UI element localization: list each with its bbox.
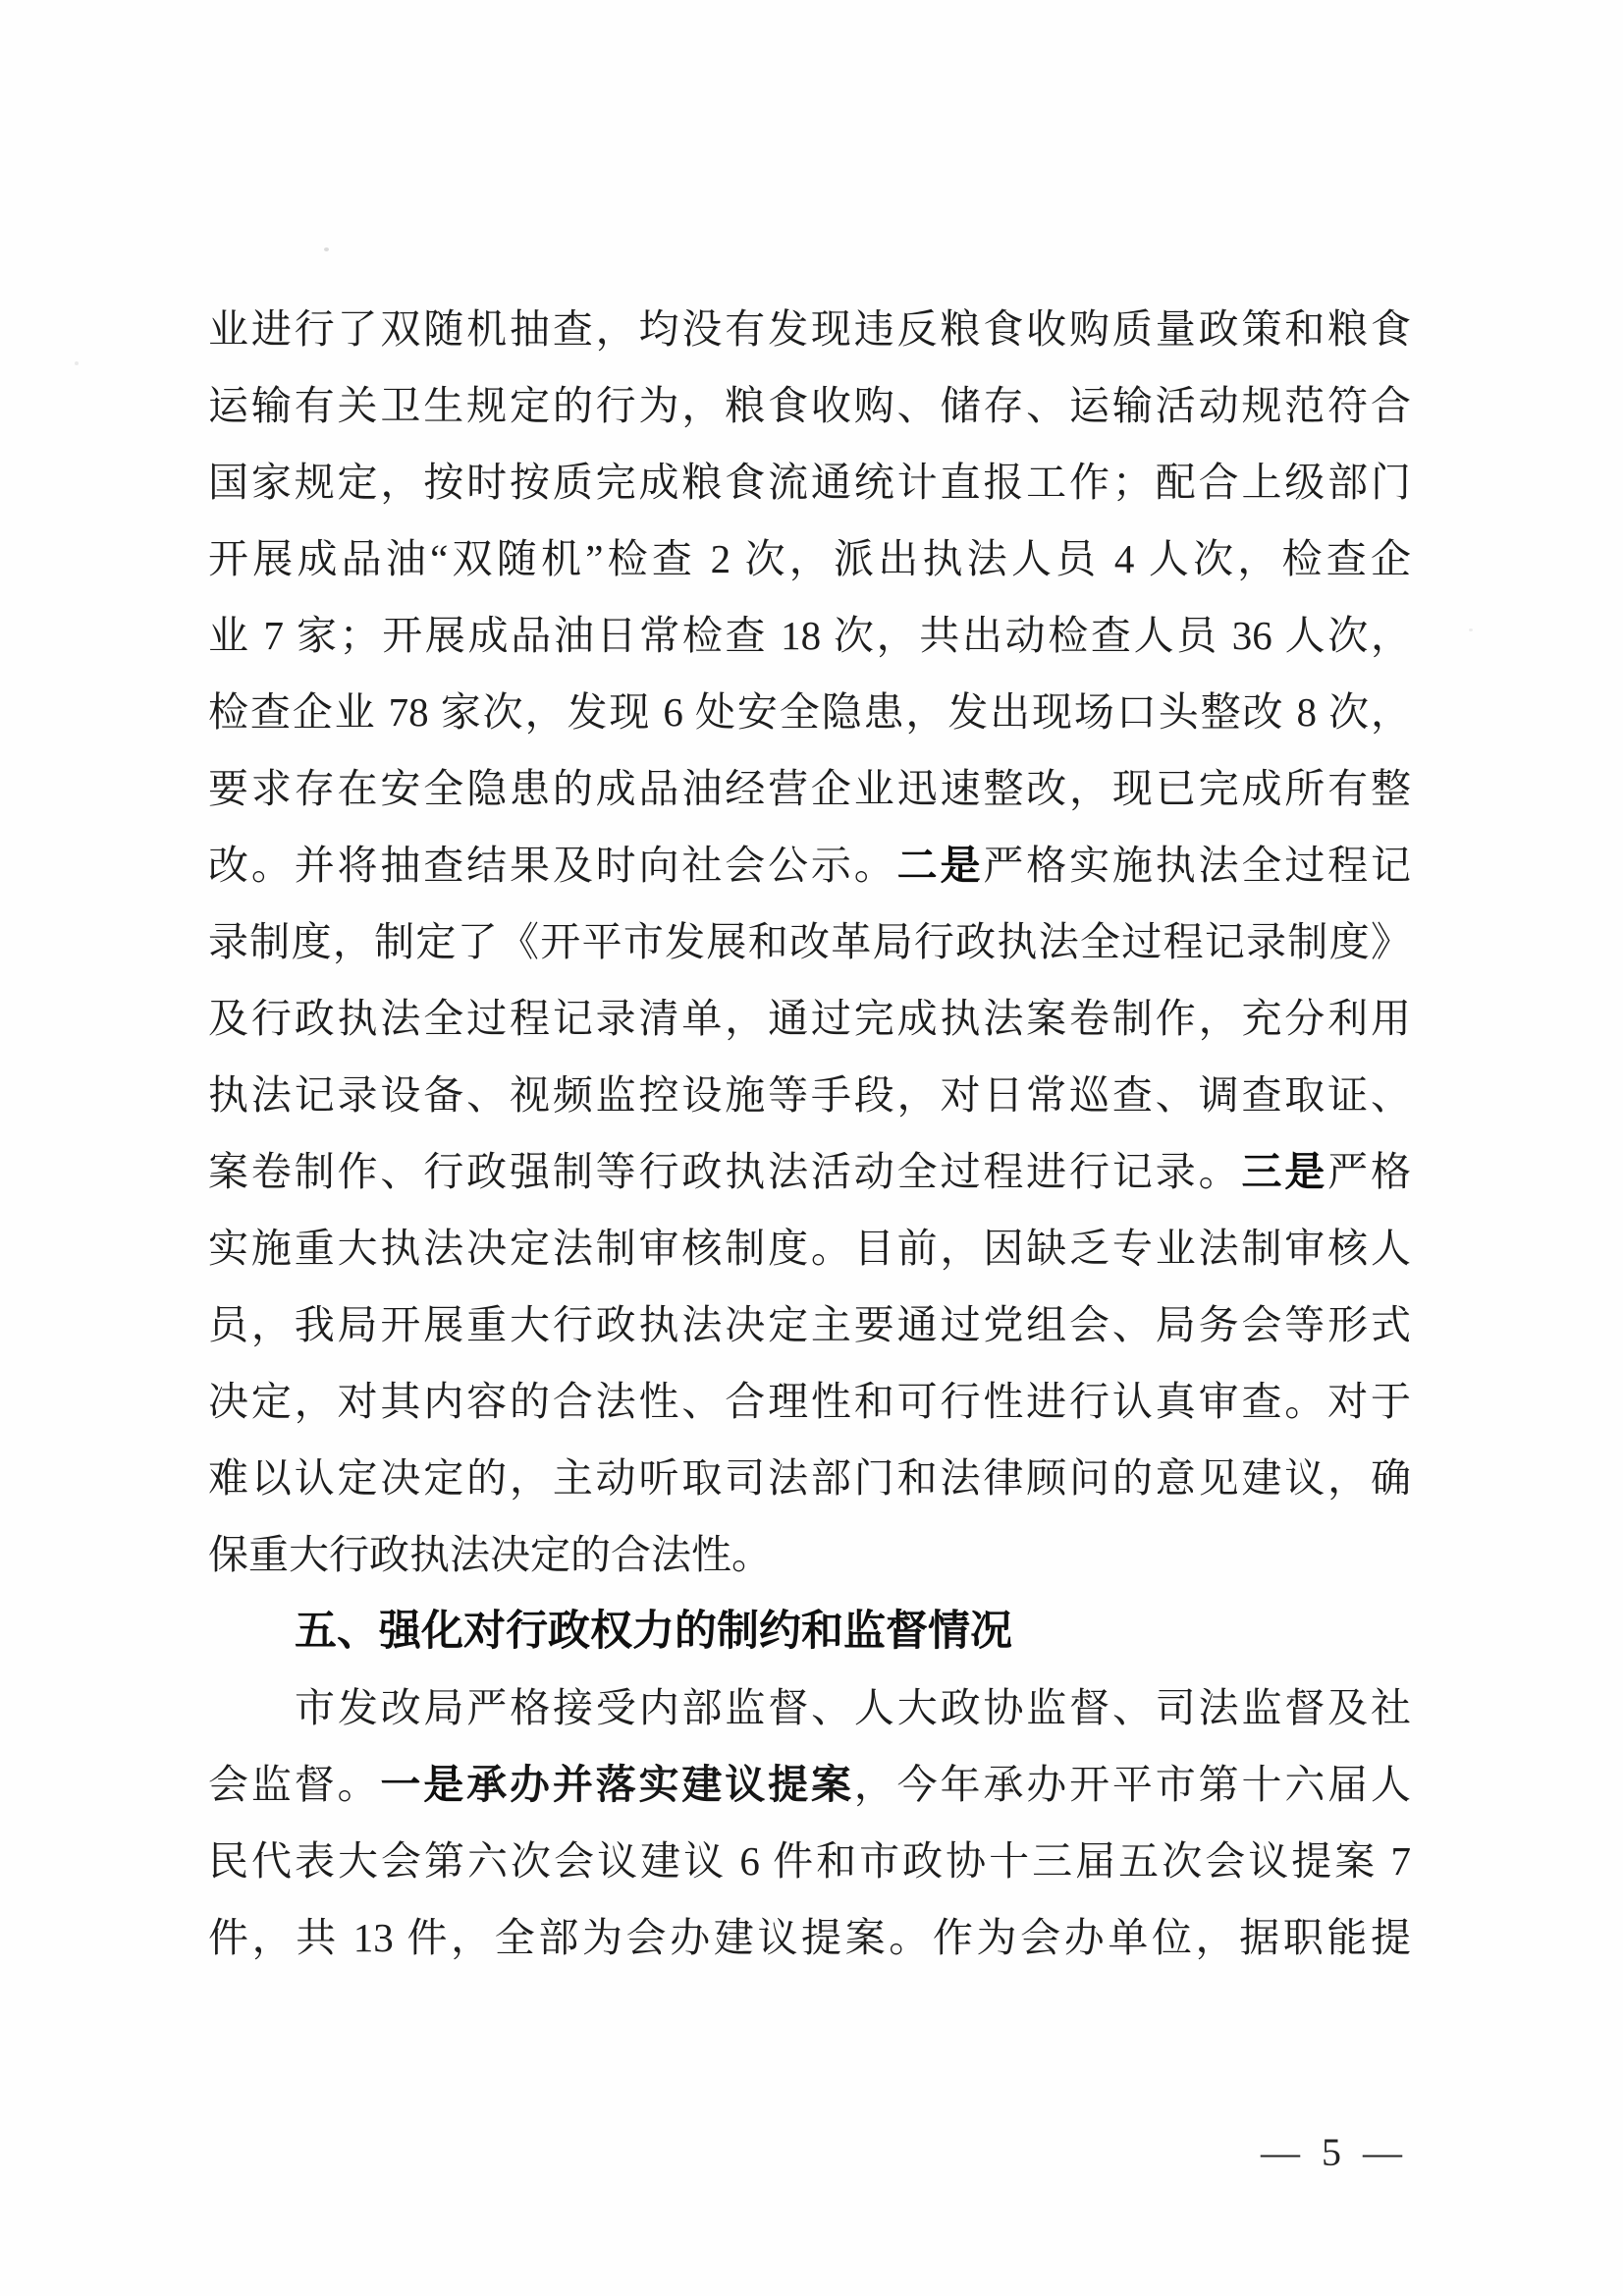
text-run: 及行政执法全过程记录清单，通过完成执法案卷制作，充分利用 <box>208 996 1411 1041</box>
text-line <box>208 750 1411 827</box>
text-line <box>208 1669 1411 1746</box>
text-run: 严格实施执法全过程记 <box>983 843 1412 888</box>
text-run: 开展成品油“双随机”检查 2 次，派出执法人员 4 人次，检查企 <box>208 536 1411 581</box>
text-line <box>208 597 1411 674</box>
text-run: 业进行了双随机抽查，均没有发现违反粮食收购质量政策和粮食 <box>208 306 1411 352</box>
text-line <box>208 1899 1411 1976</box>
text-run: 难以认定决定的，主动听取司法部门和法律顾问的意见建议，确 <box>208 1455 1411 1501</box>
text-line <box>208 1057 1411 1133</box>
text-run: 改。并将抽查结果及时向社会公示。 <box>208 843 897 888</box>
text-run: 检查企业 78 家次，发现 6 处安全隐患，发出现场口头整改 8 次， <box>208 689 1411 735</box>
text-run: 会监督。 <box>208 1762 381 1807</box>
text-run: 业 7 家；开展成品油日常检查 18 次，共出动检查人员 36 人次， <box>208 613 1411 658</box>
text-line <box>208 444 1411 520</box>
text-line <box>208 520 1411 597</box>
text-run: 承办并落实建议提案 <box>466 1762 854 1807</box>
text-run: 民代表大会第六次会议建议 6 件和市政协十三届五次会议提案 7 <box>208 1838 1411 1884</box>
text-line <box>208 827 1411 903</box>
text-run: 要求存在安全隐患的成品油经营企业迅速整改，现已完成所有整 <box>208 766 1411 811</box>
text-line <box>208 1210 1411 1286</box>
section-heading <box>208 1593 1411 1669</box>
scan-artifact <box>324 247 329 251</box>
text-run: 员，我局开展重大行政执法决定主要通过党组会、局务会等形式 <box>208 1302 1411 1347</box>
scan-artifact <box>1469 629 1473 631</box>
text-line <box>208 980 1411 1057</box>
text-line <box>208 674 1411 750</box>
text-run: 决定，对其内容的合法性、合理性和可行性进行认真审查。对于 <box>208 1379 1411 1424</box>
text-line <box>208 367 1411 444</box>
text-run: 录制度，制定了《开平市发展和改革局行政执法全过程记录制度》 <box>208 919 1411 964</box>
text-run: 二是 <box>896 843 984 888</box>
text-run: 市发改局严格接受内部监督、人大政协监督、司法监督及社 <box>295 1685 1411 1730</box>
text-block <box>208 291 1411 1976</box>
text-run: 三是 <box>1241 1149 1328 1194</box>
text-run: 案卷制作、行政强制等行政执法活动全过程进行记录。 <box>208 1149 1242 1194</box>
text-run: 国家规定，按时按质完成粮食流通统计直报工作；配合上级部门 <box>208 460 1411 505</box>
text-line <box>208 1363 1411 1440</box>
text-run: ，今年承办开平市第十六届人 <box>853 1762 1412 1807</box>
text-line <box>208 1516 1411 1593</box>
text-run: 执法记录设备、视频监控设施等手段，对日常巡查、调查取证、 <box>208 1072 1411 1118</box>
text-run: 保重大行政执法决定的合法性。 <box>208 1532 772 1577</box>
text-line <box>208 1286 1411 1363</box>
text-run: 一是 <box>380 1762 467 1807</box>
text-run: 实施重大执法决定法制审核制度。目前，因缺乏专业法制审核人 <box>208 1226 1411 1271</box>
text-line <box>208 1440 1411 1516</box>
text-run: 运输有关卫生规定的行为，粮食收购、储存、运输活动规范符合 <box>208 383 1411 428</box>
text-line <box>208 291 1411 367</box>
text-run: 严格 <box>1327 1149 1412 1194</box>
page-number: — 5 — <box>1261 2130 1408 2174</box>
scan-artifact <box>75 361 79 365</box>
text-run: 五、强化对行政权力的制约和监督情况 <box>295 1608 1012 1655</box>
text-line <box>208 1823 1411 1899</box>
text-line <box>208 903 1411 980</box>
text-run: 件，共 13 件，全部为会办建议提案。作为会办单位，据职能提 <box>208 1915 1411 1960</box>
text-line <box>208 1746 1411 1823</box>
text-line <box>208 1133 1411 1210</box>
